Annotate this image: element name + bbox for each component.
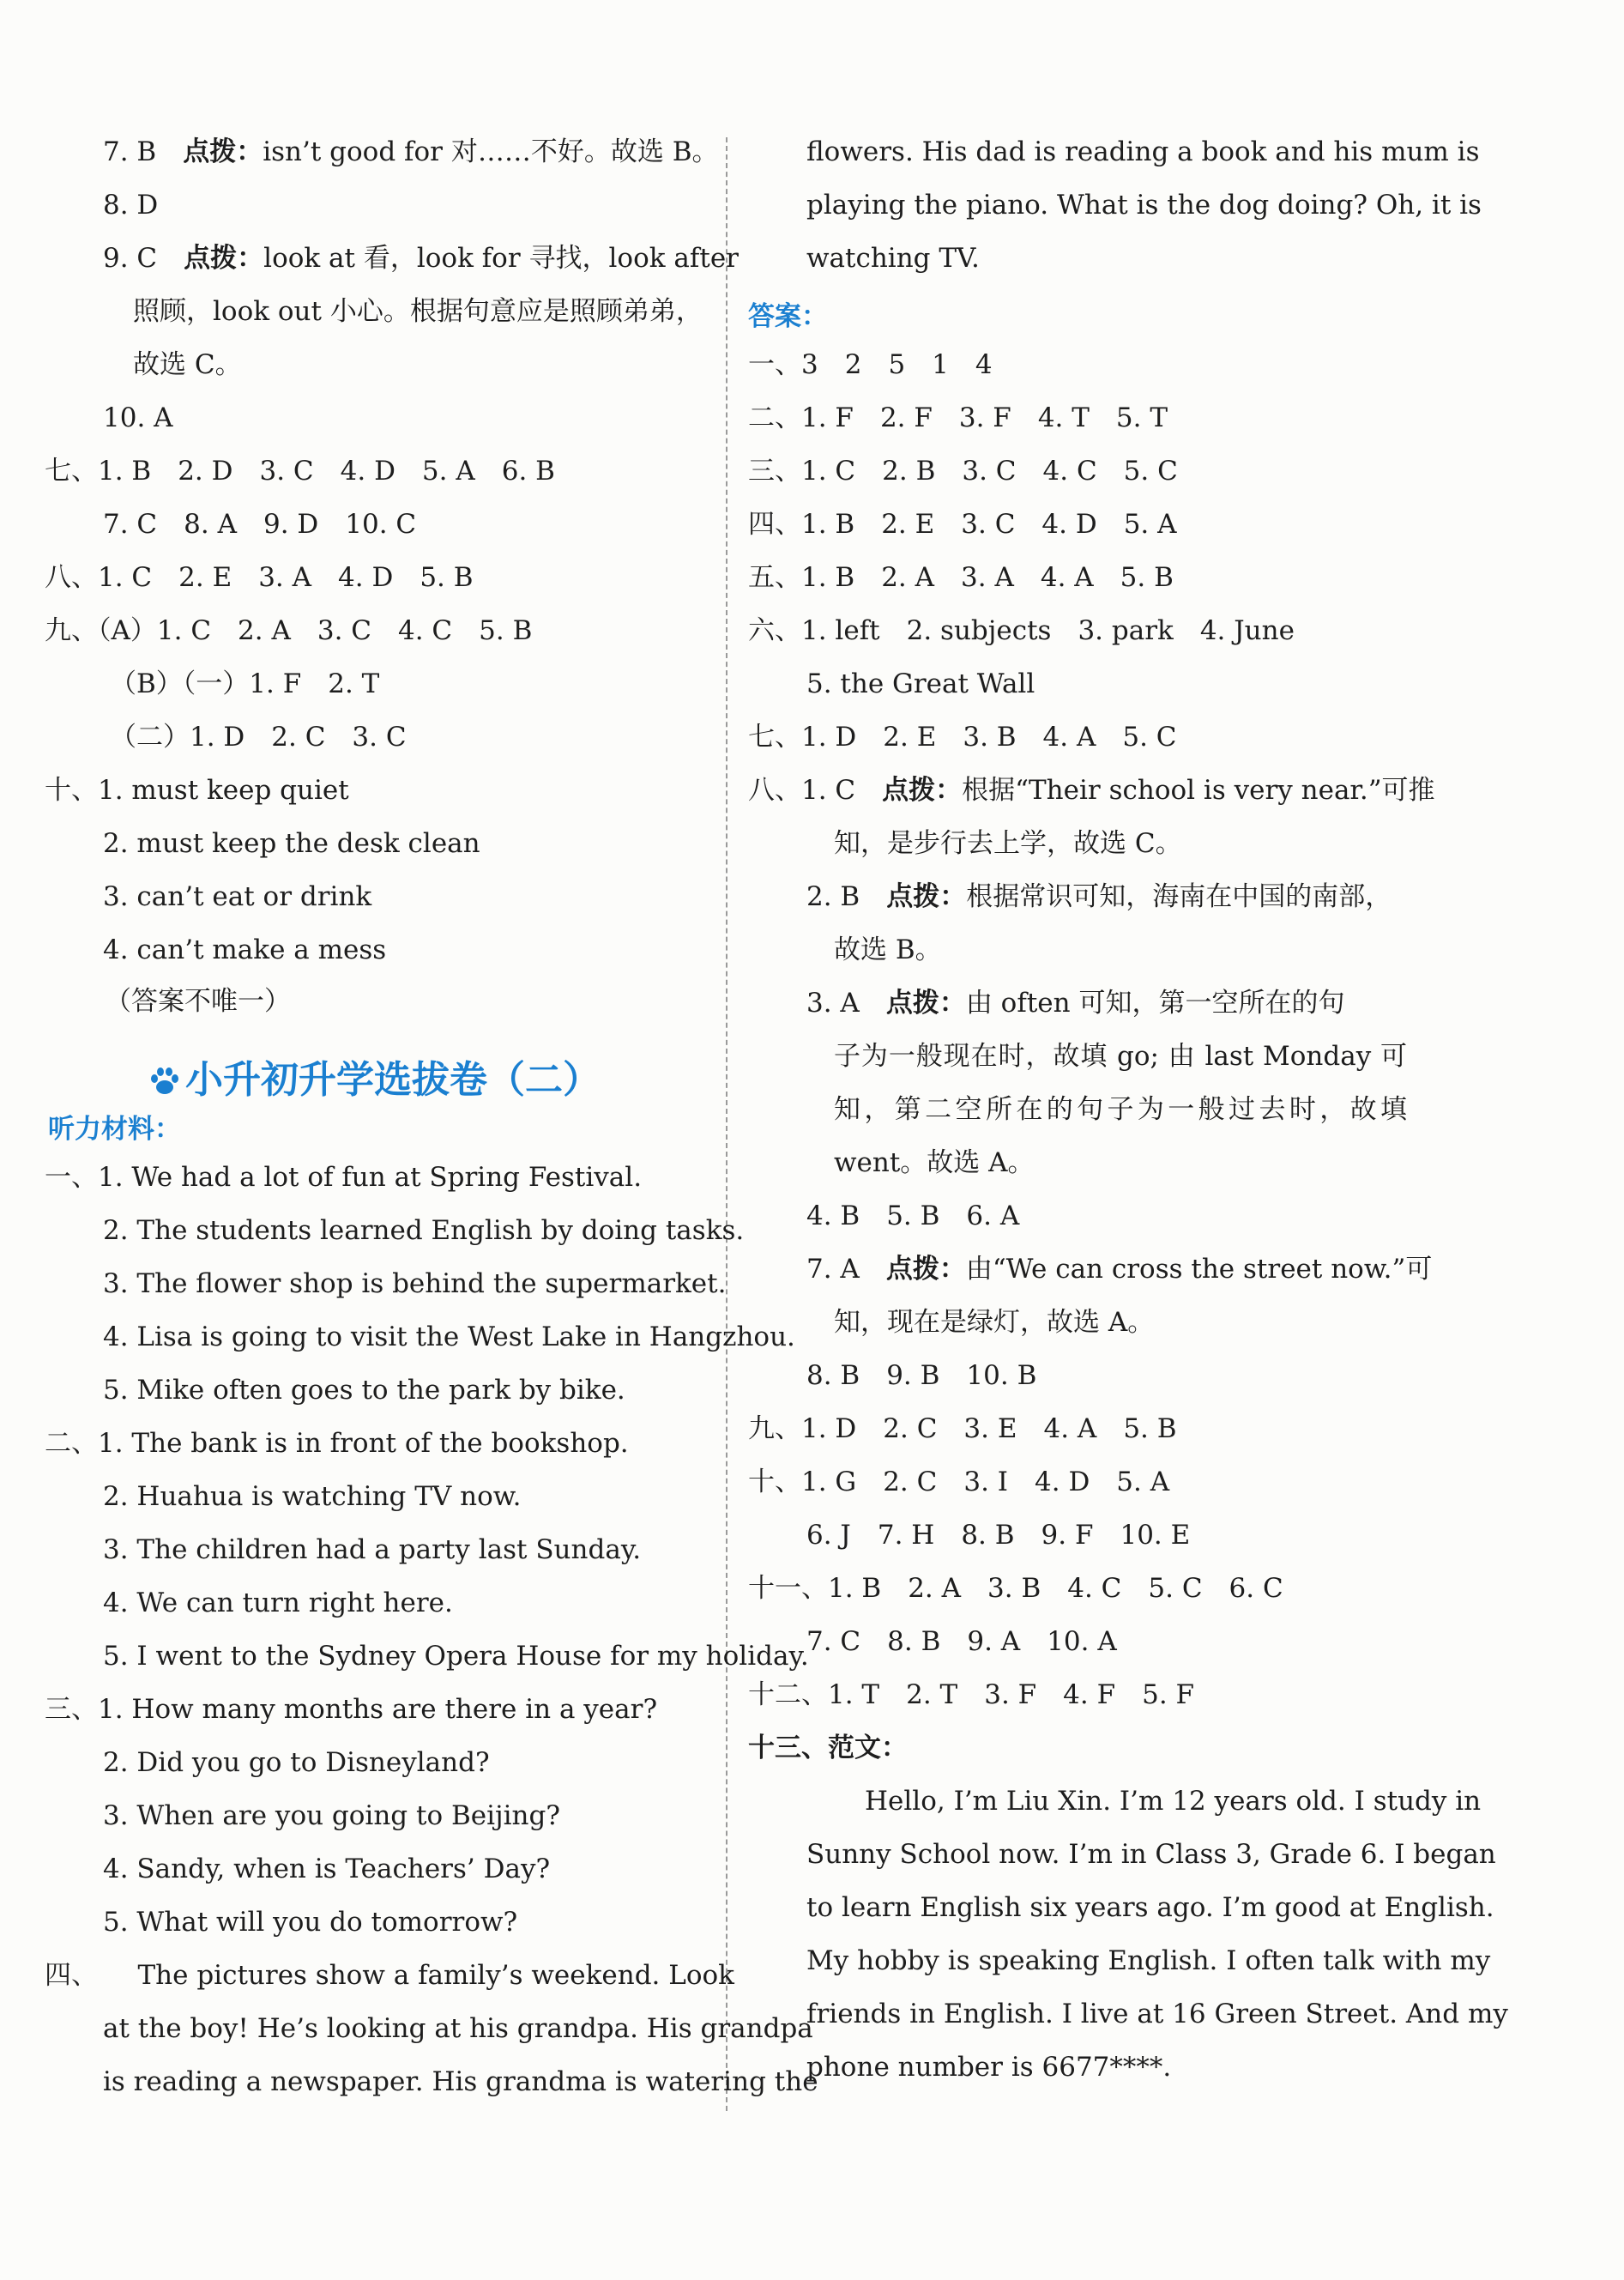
answer-line: 八、1. C 点拨：根据“Their school is very near.”可推 [748,775,1435,806]
answer-note: （答案不唯一） [105,986,291,1017]
answer-line: 3. can’t eat or drink [103,881,372,912]
listening-line: 4. Lisa is going to visit the West Lake in Hangzhou. [103,1321,795,1352]
answer-line: 七、1. D 2. E 3. B 4. A 5. C [748,722,1177,753]
listening-line: 5. Mike often goes to the park by bike. [103,1375,625,1406]
answer-line: 三、1. C 2. B 3. C 4. C 5. C [748,456,1178,487]
listening-line: 三、1. How many months are there in a year? [45,1694,658,1725]
essay-line: to learn English six years ago. I’m good at English. [806,1892,1494,1923]
answer-line: 八、1. C 2. E 3. A 4. D 5. B [45,562,474,593]
answer-line: 5. the Great Wall [806,668,1035,699]
explanation-line: went。故选 A。 [834,1147,1035,1178]
listening-line: at the boy! He’s looking at his grandpa. His grandpa [103,2013,813,2044]
essay-line: My hobby is speaking English. I often talk with my [806,1945,1491,1976]
answers-heading: 答案： [748,301,828,332]
answer-line: 8. B 9. B 10. B [806,1360,1037,1391]
essay-line: friends in English. I live at 16 Green Street. And my [806,1999,1508,2029]
listening-line: 3. The flower shop is behind the supermarket. [103,1268,727,1299]
listening-line: flowers. His dad is reading a book and his mum is [806,136,1480,167]
answer-line: 十、1. must keep quiet [45,775,349,806]
listening-heading: 听力材料： [48,1114,181,1145]
answer-line: （二）1. D 2. C 3. C [110,722,407,753]
answer-line: 4. B 5. B 6. A [806,1200,1020,1231]
answer-line: 2. B 点拨：根据常识可知，海南在中国的南部， [806,881,1392,912]
explanation-line: 知，是步行去上学，故选 C。 [834,828,1182,859]
explanation-line: 故选 C。 [133,349,242,380]
paw-icon [148,1065,182,1099]
answer-line: 7. B 点拨：isn’t good for 对……不好。故选 B。 [103,136,719,167]
answer-line: 九、（A）1. C 2. A 3. C 4. C 5. B [45,615,533,646]
section-title: 小升初升学选拔卷（二） [148,1049,601,1104]
listening-line: 3. The children had a party last Sunday. [103,1534,642,1565]
listening-line: 2. Huahua is watching TV now. [103,1481,522,1512]
listening-line: 二、1. The bank is in front of the bookshop. [45,1428,629,1459]
answer-line: 五、1. B 2. A 3. A 4. A 5. B [748,562,1174,593]
answer-line: 一、3 2 5 1 4 [748,349,993,380]
listening-line: 5. What will you do tomorrow? [103,1907,518,1938]
listening-line: 2. The students learned English by doing tasks. [103,1215,745,1246]
answer-line: 十二、1. T 2. T 3. F 4. F 5. F [748,1679,1195,1710]
answer-line: 7. A 点拨：由“We can cross the street now.”可 [806,1254,1433,1285]
listening-line: 3. When are you going to Beijing? [103,1800,560,1831]
essay-line: Hello, I’m Liu Xin. I’m 12 years old. I study in [865,1786,1482,1817]
listening-line: watching TV. [806,243,980,274]
answer-line: 六、1. left 2. subjects 3. park 4. June [748,615,1295,646]
answer-line: 七、1. B 2. D 3. C 4. D 5. A 6. B [45,456,555,487]
listening-line: 5. I went to the Sydney Opera House for my holiday. [103,1641,809,1672]
listening-line: is reading a newspaper. His grandma is watering the [103,2066,818,2097]
listening-line: 4. We can turn right here. [103,1588,453,1618]
answer-line: 四、1. B 2. E 3. C 4. D 5. A [748,509,1177,540]
answer-line: 9. C 点拨：look at 看，look for 寻找，look after [103,243,739,274]
answer-line: （B）（一）1. F 2. T [110,668,380,699]
explanation-line: 子为一般现在时，故填 go; 由 last Monday 可 [834,1041,1407,1072]
answer-line: 8. D [103,190,159,221]
essay-line: phone number is 6677****. [806,2052,1172,2083]
listening-line: 一、1. We had a lot of fun at Spring Festival. [45,1162,643,1193]
answer-line: 4. can’t make a mess [103,934,387,965]
explanation-line: 故选 B。 [834,934,942,965]
answer-line: 6. J 7. H 8. B 9. F 10. E [806,1520,1191,1551]
essay-heading: 十三、范文： [748,1733,908,1763]
listening-line: 四、 The pictures show a family’s weekend. Look [45,1960,734,1991]
column-divider [726,137,727,2111]
explanation-line: 照顾，look out 小心。根据句意应是照顾弟弟， [133,296,703,327]
explanation-line: 知，第二空所在的句子为一般过去时，故填 [834,1094,1407,1125]
answer-line: 2. must keep the desk clean [103,828,480,859]
answer-line: 二、1. F 2. F 3. F 4. T 5. T [748,402,1168,433]
answer-line: 3. A 点拨：由 often 可知，第一空所在的句 [806,988,1345,1019]
essay-line: Sunny School now. I’m in Class 3, Grade 6. I began [806,1839,1496,1870]
answer-line: 十、1. G 2. C 3. I 4. D 5. A [748,1467,1170,1497]
listening-line: 2. Did you go to Disneyland? [103,1747,490,1778]
listening-line: playing the piano. What is the dog doing? Oh, it is [806,190,1482,221]
answer-line: 7. C 8. B 9. A 10. A [806,1626,1117,1657]
answer-line: 10. A [103,402,173,433]
answer-line: 十一、1. B 2. A 3. B 4. C 5. C 6. C [748,1573,1283,1604]
answer-line: 九、1. D 2. C 3. E 4. A 5. B [748,1413,1177,1444]
listening-line: 4. Sandy, when is Teachers’ Day? [103,1854,551,1884]
answer-line: 7. C 8. A 9. D 10. C [103,509,417,540]
explanation-line: 知，现在是绿灯，故选 A。 [834,1307,1155,1338]
